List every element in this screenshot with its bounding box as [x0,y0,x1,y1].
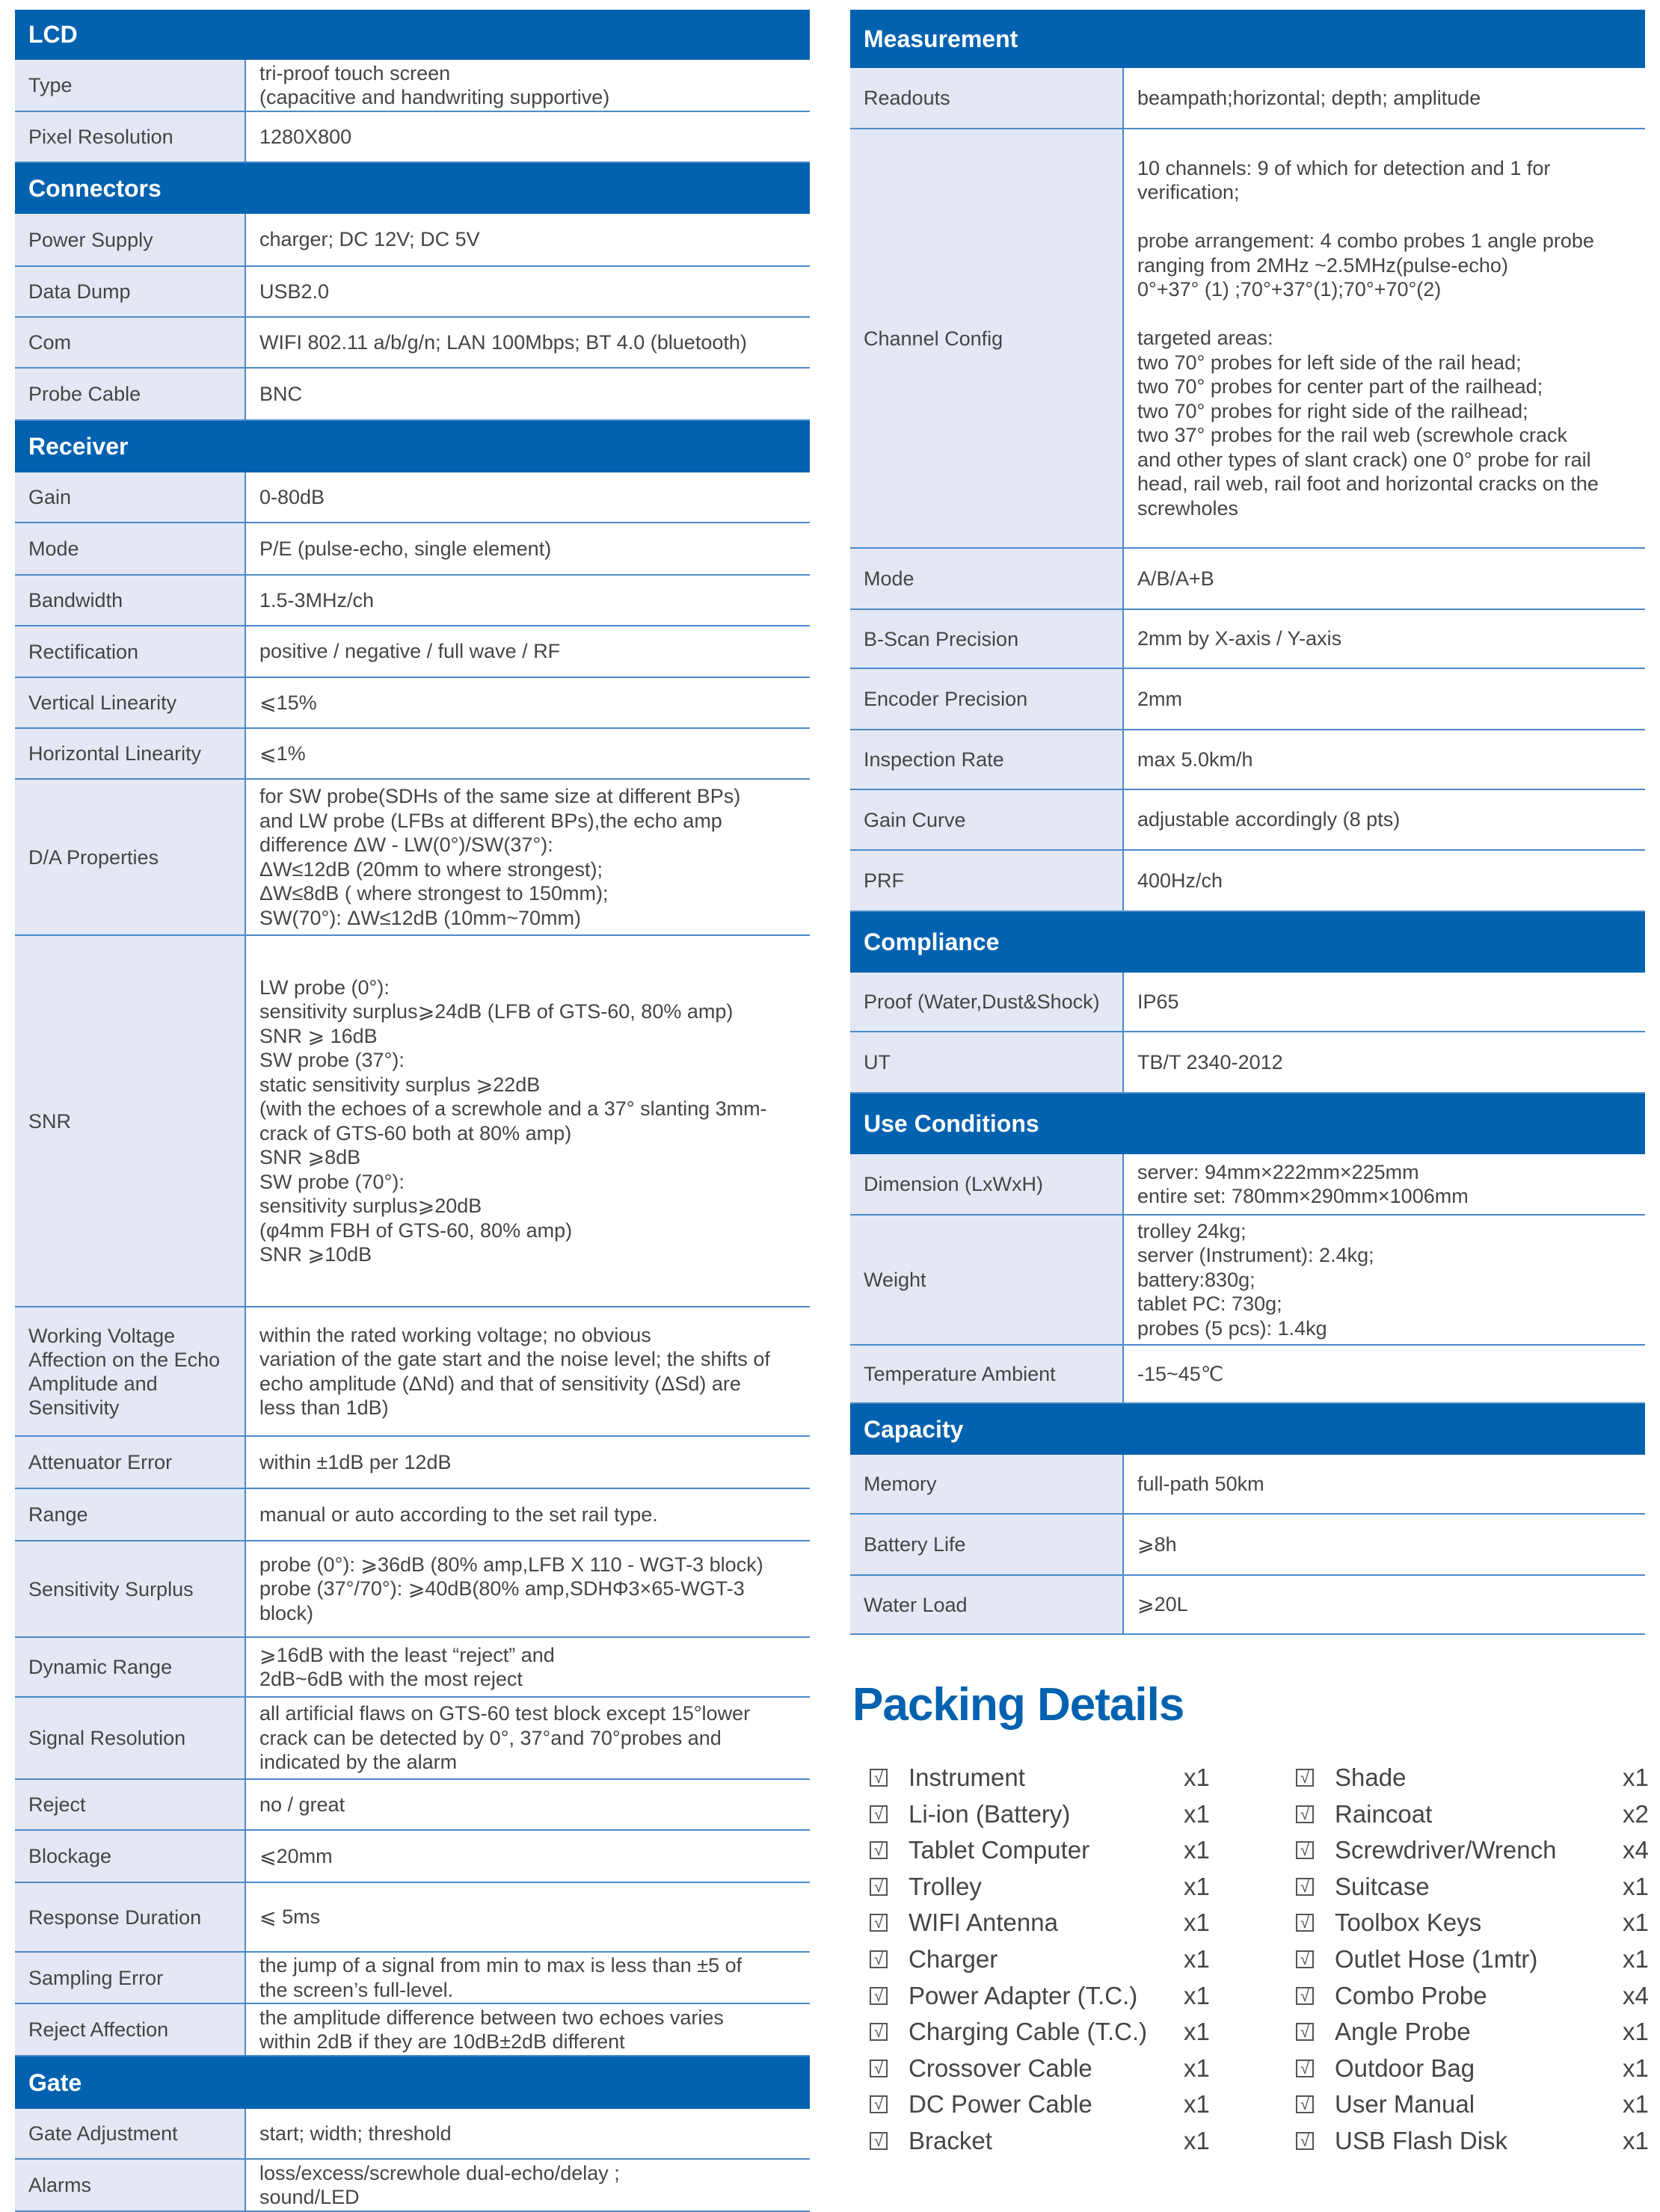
packing-item-name: Li-ion (Battery) [909,1799,1071,1828]
spec-value: 10 channels: 9 of which for detection and 1 for verification; probe arrangement: 4 combo probes 1 angle probe ranging from 2MHz ~2.5MHz(pulse-echo) 0°+37° (1) ;70°+37°(1);70°+70°(2) targeted areas: two 70° probes for left side of the rail head; two 70° probes for center part of the railhead; two 70° probes for right side of the railhead; two 37° probes for the rail web (screwhole crack and other types of slant crack) one 0° probe for rail head, rail web, rail foot and horizontal cracks on the screwholes [1124,129,1645,547]
packing-item-quantity: x1 [1623,1945,1649,1973]
spec-label: Sampling Error [15,1953,246,2003]
packing-item-quantity: x1 [1623,2127,1649,2154]
spec-value: 2mm by X-axis / Y-axis [1124,610,1645,668]
spec-row-vertical-linearity [15,678,810,729]
spec-value: P/E (pulse-echo, single element) [246,523,810,574]
spec-value: positive / negative / full wave / RF [246,626,810,677]
spec-row-water-load [850,1576,1645,1635]
packing-item-quantity: x1 [1623,1763,1649,1791]
checkbox-checked-icon: √ [1296,1841,1314,1859]
spec-value: ⩾16dB with the least “reject” and 2dB~6dB with the most reject [246,1638,810,1696]
checkbox-checked-icon: √ [870,2059,888,2077]
packing-item-quantity: x1 [1184,1908,1210,1937]
spec-row-reject-affection [15,2004,810,2057]
spec-value: all artificial flaws on GTS-60 test block except 15°lower crack can be detected by 0°, 37°and 70°probes and indicated by the alarm [246,1698,810,1778]
packing-item-name: Crossover Cable [909,2054,1092,2082]
spec-value: WIFI 802.11 a/b/g/n; LAN 100Mbps; BT 4.0 (bluetooth) [246,318,810,367]
packing-item-quantity: x4 [1623,1836,1649,1864]
section-header-connectors: Connectors [15,163,810,214]
checkbox-checked-icon: √ [870,2095,888,2113]
spec-label: Mode [850,549,1124,609]
spec-value: ⩽15% [246,678,810,727]
spec-row-attenuator-error [15,1437,810,1489]
spec-row-battery-life [850,1515,1645,1576]
spec-row-d-a-properties [15,780,810,936]
spec-value: the jump of a signal from min to max is less than ±5 of the screen’s full-level. [246,1953,810,2003]
spec-label: Reject [15,1780,246,1829]
spec-row-prf [850,851,1645,912]
checkbox-checked-icon: √ [1296,1950,1314,1968]
spec-row-gain-curve [850,790,1645,851]
packing-item-name: Tablet Computer [909,1836,1090,1864]
packing-item-name: Charging Cable (T.C.) [909,2018,1148,2046]
spec-value: loss/excess/screwhole dual-echo/delay ; sound/LED [246,2160,810,2211]
section-header-gate: Gate [15,2057,810,2109]
spec-row-gain [15,472,810,523]
section-header-lcd: LCD [15,10,810,60]
spec-value: 2mm [1124,669,1645,729]
packing-item-name: WIFI Antenna [909,1908,1058,1937]
spec-value: manual or auto according to the set rail type. [246,1489,810,1540]
spec-label: Working Voltage Affection on the Echo Amplitude and Sensitivity [15,1307,246,1435]
spec-row-b-scan-precision [850,610,1645,669]
spec-value: 1280X800 [246,112,810,161]
spec-value: adjustable accordingly (8 pts) [1124,790,1645,849]
spec-label: Memory [850,1455,1124,1513]
spec-value: probe (0°): ⩾36dB (80% amp,LFB X 110 - WGT-3 block) probe (37°/70°): ⩾40dB(80% amp,SDHΦ3×65-WGT-3 block) [246,1541,810,1636]
spec-row-dynamic-range [15,1638,810,1698]
spec-value: ⩽1% [246,729,810,778]
spec-row-reject [15,1780,810,1831]
spec-label: Gate Adjustment [15,2109,246,2158]
packing-item-name: Outdoor Bag [1335,2054,1475,2082]
section-header-compliance: Compliance [850,912,1645,973]
spec-label: Dynamic Range [15,1638,246,1696]
packing-item-quantity: x1 [1623,1908,1649,1937]
spec-value: 0-80dB [246,472,810,522]
spec-label: Temperature Ambient [850,1346,1124,1402]
spec-row-temperature-ambient [850,1346,1645,1404]
spec-row-weight [850,1216,1645,1346]
packing-item-name: Bracket [909,2127,992,2154]
spec-value: charger; DC 12V; DC 5V [246,214,810,265]
checkbox-checked-icon: √ [870,1987,888,2005]
spec-label: Power Supply [15,214,246,265]
checkbox-checked-icon: √ [1296,2132,1314,2150]
spec-row-horizontal-linearity [15,729,810,780]
packing-item-quantity: x1 [1184,2090,1210,2119]
packing-item-name: User Manual [1335,2090,1475,2119]
spec-row-sampling-error [15,1953,810,2004]
section-header-measurement: Measurement [850,10,1645,68]
checkbox-checked-icon: √ [870,1841,888,1859]
spec-label: B-Scan Precision [850,610,1124,668]
spec-label: Type [15,60,246,111]
checkbox-checked-icon: √ [1296,1805,1314,1823]
packing-item-name: Trolley [909,1872,982,1900]
spec-label: Bandwidth [15,576,246,625]
packing-item-name: Screwdriver/Wrench [1335,1836,1557,1864]
spec-row-sensitivity-surplus [15,1541,810,1638]
spec-value: beampath;horizontal; depth; amplitude [1124,68,1645,128]
spec-label: Range [15,1489,246,1540]
spec-row-memory [850,1455,1645,1515]
spec-label: Readouts [850,68,1124,128]
spec-row-signal-resolution [15,1698,810,1780]
spec-value: the amplitude difference between two echoes varies within 2dB if they are 10dB±2dB different [246,2004,810,2055]
spec-label: Mode [15,523,246,574]
checkbox-checked-icon: √ [1296,1769,1314,1787]
spec-label: Inspection Rate [850,730,1124,789]
checkbox-checked-icon: √ [870,1878,888,1896]
spec-value: no / great [246,1780,810,1829]
spec-value: IP65 [1124,973,1645,1031]
section-header-use-conditions: Use Conditions [850,1094,1645,1154]
spec-label: Encoder Precision [850,669,1124,729]
spec-value: BNC [246,369,810,419]
spec-row-proof-water-dust-shock [850,973,1645,1032]
spec-row-readouts [850,68,1645,129]
spec-row-range [15,1489,810,1541]
checkbox-checked-icon: √ [870,1769,888,1787]
spec-value: ⩾8h [1124,1515,1645,1574]
packing-item-quantity: x1 [1184,1945,1210,1973]
spec-value: within ±1dB per 12dB [246,1437,810,1488]
spec-label: D/A Properties [15,780,246,934]
spec-label: SNR [15,936,246,1306]
packing-item-name: Suitcase [1335,1872,1430,1900]
spec-row-response-duration [15,1883,810,1953]
packing-item-name: Outlet Hose (1mtr) [1335,1945,1538,1973]
spec-label: Water Load [850,1576,1124,1633]
spec-label: Response Duration [15,1883,246,1951]
packing-item-name: Raincoat [1335,1799,1433,1828]
spec-value: full-path 50km [1124,1455,1645,1513]
spec-row-alarms [15,2160,810,2212]
spec-row-power-supply [15,214,810,267]
spec-value: 400Hz/ch [1124,851,1645,911]
spec-label: UT [850,1032,1124,1092]
spec-label: Weight [850,1216,1124,1344]
packing-item-name: Toolbox Keys [1335,1908,1482,1937]
spec-row-type [15,60,810,112]
packing-item-quantity: x1 [1623,2054,1649,2082]
packing-item-name: DC Power Cable [909,2090,1092,2119]
spec-value: 1.5-3MHz/ch [246,576,810,625]
spec-value: ⩽20mm [246,1831,810,1882]
packing-item-quantity: x1 [1184,2127,1210,2154]
packing-item-name: Angle Probe [1335,2018,1471,2046]
spec-value: server: 94mm×222mm×225mm entire set: 780mm×290mm×1006mm [1124,1154,1645,1214]
spec-label: Pixel Resolution [15,112,246,161]
spec-value: tri-proof touch screen (capacitive and handwriting supportive) [246,60,810,111]
packing-item-name: USB Flash Disk [1335,2127,1508,2154]
packing-item-quantity: x1 [1623,2090,1649,2119]
spec-value: A/B/A+B [1124,549,1645,609]
spec-label: PRF [850,851,1124,911]
section-header-receiver: Receiver [15,421,810,472]
spec-label: Signal Resolution [15,1698,246,1778]
spec-label: Reject Affection [15,2004,246,2055]
checkbox-checked-icon: √ [1296,1987,1314,2005]
spec-row-mode [850,549,1645,610]
checkbox-checked-icon: √ [1296,2095,1314,2113]
spec-label: Rectification [15,626,246,677]
packing-item-quantity: x2 [1623,1799,1649,1828]
packing-item-name: Power Adapter (T.C.) [909,1981,1138,2009]
checkbox-checked-icon: √ [870,1914,888,1932]
spec-row-working-voltage-affection-on-the-echo-amplitude-and-sensitivity [15,1307,810,1437]
checkbox-checked-icon: √ [1296,1914,1314,1932]
spec-row-channel-config [850,129,1645,549]
spec-value: -15~45℃ [1124,1346,1645,1402]
spec-row-ut [850,1032,1645,1094]
spec-label: Probe Cable [15,369,246,419]
spec-value: trolley 24kg; server (Instrument): 2.4kg; battery:830g; tablet PC: 730g; probes (5 pcs): 1.4kg [1124,1216,1645,1344]
spec-label: Battery Life [850,1515,1124,1574]
spec-value: USB2.0 [246,267,810,316]
spec-label: Gain [15,472,246,522]
spec-row-snr [15,936,810,1307]
spec-table-right [850,10,1645,1635]
spec-row-encoder-precision [850,669,1645,730]
spec-row-mode [15,523,810,576]
spec-label: Com [15,318,246,367]
spec-table-left [15,10,810,2212]
spec-row-rectification [15,626,810,678]
packing-details-title: Packing Details [852,1679,1184,1731]
checkbox-checked-icon: √ [870,2023,888,2041]
spec-row-data-dump [15,267,810,318]
checkbox-checked-icon: √ [1296,2023,1314,2041]
spec-row-com [15,318,810,369]
spec-row-inspection-rate [850,730,1645,790]
spec-value: LW probe (0°): sensitivity surplus⩾24dB (LFB of GTS-60, 80% amp) SNR ⩾ 16dB SW probe (37°): static sensitivity surplus ⩾22dB (with the echoes of a screwhole and a 37° slanting 3mm- crack of GTS-60 both at 80% amp) SNR ⩾8dB SW probe (70°): sensitivity surplus⩾20dB (φ4mm FBH of GTS-60, 80% amp) SNR ⩾10dB [246,936,810,1306]
packing-item-quantity: x1 [1184,1836,1210,1864]
checkbox-checked-icon: √ [870,1950,888,1968]
packing-item-name: Instrument [909,1763,1025,1791]
spec-value: start; width; threshold [246,2109,810,2158]
packing-item-name: Shade [1335,1763,1407,1791]
packing-item-quantity: x4 [1623,1981,1649,2009]
checkbox-checked-icon: √ [1296,1878,1314,1896]
spec-label: Channel Config [850,129,1124,547]
spec-label: Horizontal Linearity [15,729,246,778]
packing-item-quantity: x1 [1623,2018,1649,2046]
spec-value: for SW probe(SDHs of the same size at different BPs) and LW probe (LFBs at different BPs),the echo amp difference ΔW - LW(0°)/SW(37°): ΔW≤12dB (20mm to where strongest); ΔW≤8dB ( where strongest to 150mm); SW(70°): ΔW≤12dB (10mm~70mm) [246,780,810,934]
packing-item-quantity: x1 [1184,1872,1210,1900]
checkbox-checked-icon: √ [870,2132,888,2150]
section-header-capacity: Capacity [850,1404,1645,1455]
spec-row-dimension-lxwxh [850,1154,1645,1216]
spec-row-blockage [15,1831,810,1883]
packing-item-quantity: x1 [1184,1981,1210,2009]
spec-value: TB/T 2340-2012 [1124,1032,1645,1092]
checkbox-checked-icon: √ [1296,2059,1314,2077]
spec-row-pixel-resolution [15,112,810,163]
spec-value: max 5.0km/h [1124,730,1645,789]
spec-label: Dimension (LxWxH) [850,1154,1124,1214]
spec-label: Gain Curve [850,790,1124,849]
spec-row-gate-adjustment [15,2109,810,2160]
spec-label: Vertical Linearity [15,678,246,727]
packing-item-quantity: x1 [1623,1872,1649,1900]
spec-value: ⩾20L [1124,1576,1645,1633]
packing-item-name: Combo Probe [1335,1981,1487,2009]
spec-label: Sensitivity Surplus [15,1541,246,1636]
spec-label: Proof (Water,Dust&Shock) [850,973,1124,1031]
spec-row-bandwidth [15,576,810,626]
packing-item-quantity: x1 [1184,1799,1210,1828]
packing-item-quantity: x1 [1184,2018,1210,2046]
spec-value: within the rated working voltage; no obvious variation of the gate start and the noise level; the shifts of echo amplitude (ΔNd) and that of sensitivity (ΔSd) are less than 1dB) [246,1307,810,1435]
checkbox-checked-icon: √ [870,1805,888,1823]
packing-item-quantity: x1 [1184,1763,1210,1791]
spec-row-probe-cable [15,369,810,421]
packing-item-quantity: x1 [1184,2054,1210,2082]
spec-value: ⩽ 5ms [246,1883,810,1951]
spec-label: Data Dump [15,267,246,316]
spec-label: Blockage [15,1831,246,1882]
packing-item-name: Charger [909,1945,998,1973]
spec-label: Attenuator Error [15,1437,246,1488]
spec-label: Alarms [15,2160,246,2211]
